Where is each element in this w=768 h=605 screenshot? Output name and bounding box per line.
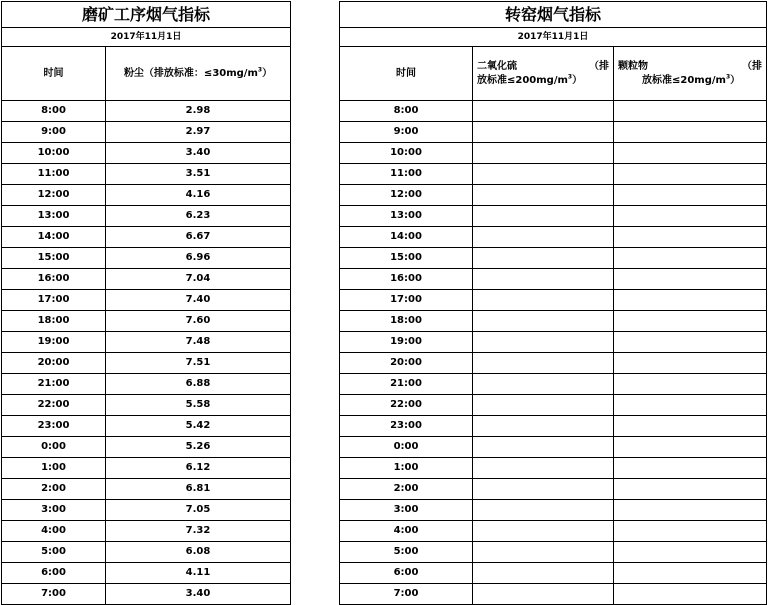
pm-value-cell — [614, 248, 767, 269]
pm-value-cell — [614, 416, 767, 437]
time-cell: 10:00 — [340, 143, 473, 164]
pm-value-cell — [614, 458, 767, 479]
pm-header-sup: 3 — [725, 73, 731, 81]
table-row — [340, 584, 767, 605]
table-row — [340, 206, 767, 227]
dust-value-cell: 3.51 — [106, 164, 291, 185]
so2-value-cell — [473, 248, 614, 269]
table-row — [340, 521, 767, 542]
table-row — [340, 185, 767, 206]
table-row — [2, 542, 291, 563]
dust-value-cell: 7.32 — [106, 521, 291, 542]
dust-value-cell: 7.05 — [106, 500, 291, 521]
kiln-col-so2-header — [473, 47, 614, 101]
table-row — [2, 374, 291, 395]
dust-header-text: 粉尘（排放标准：≤30mg/m — [123, 67, 258, 79]
table-row — [340, 332, 767, 353]
dust-value-cell: 7.48 — [106, 332, 291, 353]
dust-value-cell: 6.67 — [106, 227, 291, 248]
table-row — [2, 290, 291, 311]
pm-value-cell — [614, 584, 767, 605]
table-row — [2, 395, 291, 416]
so2-value-cell — [473, 500, 614, 521]
dust-value-cell: 5.58 — [106, 395, 291, 416]
pm-value-cell — [614, 500, 767, 521]
kiln-col-pm-header — [614, 47, 767, 101]
so2-header-line2 — [473, 74, 613, 88]
time-cell: 15:00 — [340, 248, 473, 269]
dust-value-cell: 4.11 — [106, 563, 291, 584]
so2-header-close: ） — [572, 74, 583, 86]
time-cell: 19:00 — [340, 332, 473, 353]
so2-value-cell — [473, 563, 614, 584]
time-cell: 2:00 — [340, 479, 473, 500]
time-cell: 5:00 — [340, 542, 473, 563]
grinding-col-time-header: 时间 — [2, 47, 106, 101]
table-row — [2, 458, 291, 479]
so2-value-cell — [473, 143, 614, 164]
time-cell: 3:00 — [340, 500, 473, 521]
time-cell: 22:00 — [340, 395, 473, 416]
time-cell: 13:00 — [2, 206, 106, 227]
time-cell: 22:00 — [2, 395, 106, 416]
dust-value-cell: 7.51 — [106, 353, 291, 374]
so2-value-cell — [473, 206, 614, 227]
so2-value-cell — [473, 101, 614, 122]
so2-value-cell — [473, 416, 614, 437]
table-row — [340, 290, 767, 311]
dust-value-cell: 6.08 — [106, 542, 291, 563]
table-row — [340, 353, 767, 374]
table-row — [2, 164, 291, 185]
pm-header-b: （排 — [742, 60, 763, 72]
table-row — [340, 374, 767, 395]
pm-value-cell — [614, 185, 767, 206]
so2-header-b: （排 — [589, 60, 609, 72]
time-cell: 6:00 — [340, 563, 473, 584]
so2-value-cell — [473, 437, 614, 458]
so2-value-cell — [473, 269, 614, 290]
table-row — [340, 227, 767, 248]
dust-value-cell: 2.97 — [106, 122, 291, 143]
time-cell: 20:00 — [340, 353, 473, 374]
table-row — [340, 143, 767, 164]
table-row — [340, 416, 767, 437]
pm-value-cell — [614, 164, 767, 185]
table-row — [340, 122, 767, 143]
table-row — [2, 311, 291, 332]
dust-header-close: ） — [262, 67, 273, 79]
table-row — [2, 185, 291, 206]
so2-value-cell — [473, 164, 614, 185]
table-row — [2, 416, 291, 437]
so2-value-cell — [473, 227, 614, 248]
table-row — [2, 563, 291, 584]
so2-header-sup: 3 — [567, 73, 573, 81]
table-row — [340, 101, 767, 122]
table-row — [2, 122, 291, 143]
dust-value-cell: 5.26 — [106, 437, 291, 458]
table-row — [2, 206, 291, 227]
table-row — [2, 479, 291, 500]
pm-value-cell — [614, 290, 767, 311]
dust-value-cell: 6.88 — [106, 374, 291, 395]
dust-value-cell: 7.04 — [106, 269, 291, 290]
dust-value-cell: 7.60 — [106, 311, 291, 332]
so2-header-c: 放标准≤200mg/m — [477, 74, 568, 86]
so2-value-cell — [473, 311, 614, 332]
kiln-col-time-header: 时间 — [340, 47, 473, 101]
dust-value-cell: 7.40 — [106, 290, 291, 311]
dust-value-cell: 6.12 — [106, 458, 291, 479]
kiln-flue-gas-table — [339, 1, 767, 605]
dust-value-cell: 3.40 — [106, 143, 291, 164]
time-cell: 18:00 — [2, 311, 106, 332]
time-cell: 0:00 — [340, 437, 473, 458]
time-cell: 20:00 — [2, 353, 106, 374]
pm-value-cell — [614, 563, 767, 584]
time-cell: 13:00 — [340, 206, 473, 227]
time-cell: 23:00 — [2, 416, 106, 437]
table-row — [2, 500, 291, 521]
time-cell: 12:00 — [340, 185, 473, 206]
time-cell: 7:00 — [340, 584, 473, 605]
so2-value-cell — [473, 290, 614, 311]
time-cell: 2:00 — [2, 479, 106, 500]
time-cell: 1:00 — [340, 458, 473, 479]
kiln-table-title: 转窑烟气指标 — [340, 2, 767, 28]
time-cell: 15:00 — [2, 248, 106, 269]
table-row — [2, 101, 291, 122]
pm-value-cell — [614, 143, 767, 164]
dust-value-cell: 4.16 — [106, 185, 291, 206]
pm-value-cell — [614, 269, 767, 290]
pm-value-cell — [614, 332, 767, 353]
dust-value-cell: 2.98 — [106, 101, 291, 122]
time-cell: 19:00 — [2, 332, 106, 353]
time-cell: 11:00 — [2, 164, 106, 185]
time-cell: 0:00 — [2, 437, 106, 458]
time-cell: 14:00 — [340, 227, 473, 248]
table-row — [340, 248, 767, 269]
pm-value-cell — [614, 122, 767, 143]
pm-header-c: 放标准≤20mg/m — [642, 74, 726, 86]
dust-value-cell: 6.96 — [106, 248, 291, 269]
table-row — [2, 584, 291, 605]
so2-header-line1 — [473, 60, 613, 74]
so2-value-cell — [473, 122, 614, 143]
dust-header-sup: 3 — [257, 66, 263, 74]
time-cell: 18:00 — [340, 311, 473, 332]
time-cell: 16:00 — [340, 269, 473, 290]
dust-value-cell: 6.23 — [106, 206, 291, 227]
time-cell: 4:00 — [2, 521, 106, 542]
time-cell: 23:00 — [340, 416, 473, 437]
time-cell: 17:00 — [340, 290, 473, 311]
pm-value-cell — [614, 227, 767, 248]
kiln-table-date: 2017年11月1日 — [340, 28, 767, 47]
dust-value-cell: 6.81 — [106, 479, 291, 500]
so2-value-cell — [473, 521, 614, 542]
table-row — [2, 248, 291, 269]
table-row — [2, 227, 291, 248]
time-cell: 21:00 — [2, 374, 106, 395]
time-cell: 12:00 — [2, 185, 106, 206]
time-cell: 14:00 — [2, 227, 106, 248]
time-cell: 17:00 — [2, 290, 106, 311]
so2-value-cell — [473, 584, 614, 605]
so2-value-cell — [473, 374, 614, 395]
so2-value-cell — [473, 353, 614, 374]
grinding-table-date: 2017年11月1日 — [2, 28, 291, 47]
time-cell: 11:00 — [340, 164, 473, 185]
pm-header-a: 颗粒物 — [618, 60, 648, 72]
table-row — [2, 437, 291, 458]
table-row — [340, 311, 767, 332]
table-row — [340, 458, 767, 479]
table-row — [340, 395, 767, 416]
so2-value-cell — [473, 395, 614, 416]
so2-value-cell — [473, 332, 614, 353]
table-row — [2, 353, 291, 374]
pm-header-line2 — [614, 74, 766, 88]
table-row — [340, 542, 767, 563]
so2-value-cell — [473, 185, 614, 206]
so2-value-cell — [473, 479, 614, 500]
time-cell: 9:00 — [2, 122, 106, 143]
pm-value-cell — [614, 101, 767, 122]
so2-value-cell — [473, 542, 614, 563]
so2-header-a: 二氧化硫 — [477, 60, 517, 72]
time-cell: 4:00 — [340, 521, 473, 542]
pm-value-cell — [614, 479, 767, 500]
pm-value-cell — [614, 353, 767, 374]
table-row — [340, 500, 767, 521]
pm-value-cell — [614, 521, 767, 542]
time-cell: 8:00 — [2, 101, 106, 122]
time-cell: 16:00 — [2, 269, 106, 290]
table-row — [340, 479, 767, 500]
grinding-table-title: 磨矿工序烟气指标 — [2, 2, 291, 28]
time-cell: 6:00 — [2, 563, 106, 584]
time-cell: 5:00 — [2, 542, 106, 563]
table-row — [340, 563, 767, 584]
pm-value-cell — [614, 311, 767, 332]
pm-header-close: ） — [730, 74, 741, 86]
pm-header-line1 — [614, 60, 766, 74]
dust-value-cell: 5.42 — [106, 416, 291, 437]
pm-value-cell — [614, 437, 767, 458]
time-cell: 9:00 — [340, 122, 473, 143]
time-cell: 10:00 — [2, 143, 106, 164]
table-row — [340, 437, 767, 458]
time-cell: 1:00 — [2, 458, 106, 479]
pm-value-cell — [614, 542, 767, 563]
table-row — [2, 143, 291, 164]
pm-value-cell — [614, 395, 767, 416]
grinding-flue-gas-table — [1, 1, 291, 605]
table-row — [340, 269, 767, 290]
table-row — [2, 521, 291, 542]
time-cell: 7:00 — [2, 584, 106, 605]
dust-value-cell: 3.40 — [106, 584, 291, 605]
table-gap — [290, 0, 339, 605]
grinding-col-dust-header — [106, 47, 291, 101]
time-cell: 3:00 — [2, 500, 106, 521]
time-cell: 21:00 — [340, 374, 473, 395]
table-row — [340, 164, 767, 185]
table-row — [2, 332, 291, 353]
time-cell: 8:00 — [340, 101, 473, 122]
table-row — [2, 269, 291, 290]
pm-value-cell — [614, 374, 767, 395]
so2-value-cell — [473, 458, 614, 479]
pm-value-cell — [614, 206, 767, 227]
